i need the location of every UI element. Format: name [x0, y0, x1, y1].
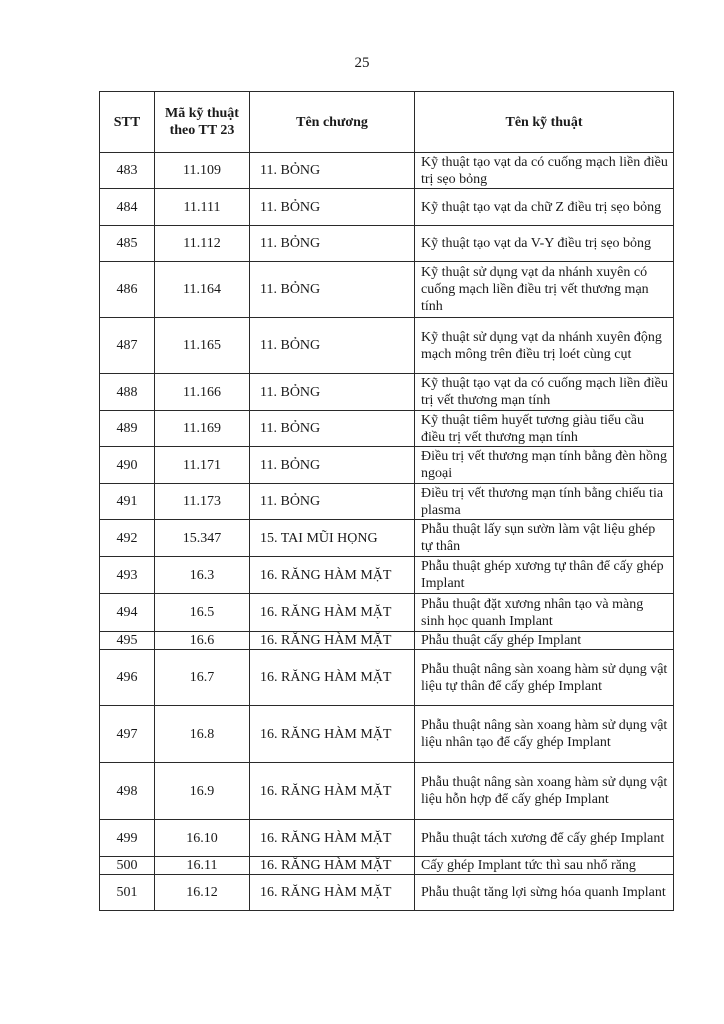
row-chapter-cell: 15. TAI MŨI HỌNG: [250, 520, 415, 557]
row-chapter-cell: 16. RĂNG HÀM MẶT: [250, 763, 415, 820]
table-row: [100, 650, 674, 706]
row-stt-cell: 501: [100, 875, 155, 911]
header-stt: STT: [100, 92, 155, 153]
row-chapter-cell: 11. BỎNG: [250, 374, 415, 411]
row-technique-cell: Phẫu thuật nâng sàn xoang hàm sử dụng vật liệu tự thân để cấy ghép Implant: [415, 650, 674, 706]
row-chapter-cell: 16. RĂNG HÀM MẶT: [250, 594, 415, 632]
row-stt-cell: 488: [100, 374, 155, 411]
row-chapter-cell: 16. RĂNG HÀM MẶT: [250, 706, 415, 763]
header-code: Mã kỹ thuật theo TT 23: [155, 92, 250, 153]
row-chapter-cell: 16. RĂNG HÀM MẶT: [250, 557, 415, 594]
row-technique-cell: Phẫu thuật nâng sàn xoang hàm sử dụng vật liệu hỗn hợp để cấy ghép Implant: [415, 763, 674, 820]
row-stt-cell: 496: [100, 650, 155, 706]
table-row: [100, 820, 674, 857]
row-code-cell: 16.9: [155, 763, 250, 820]
row-stt-cell: 495: [100, 632, 155, 650]
table-row: [100, 262, 674, 318]
row-code-cell: 16.11: [155, 857, 250, 875]
table-row: [100, 153, 674, 189]
row-technique-cell: Kỹ thuật sử dụng vạt da nhánh xuyên có cuống mạch liền điều trị vết thương mạn tính: [415, 262, 674, 318]
table-header: [100, 92, 674, 153]
row-code-cell: 16.10: [155, 820, 250, 857]
row-stt-cell: 500: [100, 857, 155, 875]
table-row: [100, 763, 674, 820]
table-row: [100, 411, 674, 447]
table-row: [100, 189, 674, 226]
row-stt-cell: 498: [100, 763, 155, 820]
table-row: [100, 706, 674, 763]
row-code-cell: 11.165: [155, 318, 250, 374]
row-code-cell: 11.169: [155, 411, 250, 447]
row-technique-cell: Phẫu thuật đặt xương nhân tạo và màng sinh học quanh Implant: [415, 594, 674, 632]
row-stt-cell: 490: [100, 447, 155, 484]
row-chapter-cell: 16. RĂNG HÀM MẶT: [250, 857, 415, 875]
row-technique-cell: Phẫu thuật tăng lợi sừng hóa quanh Implant: [415, 875, 674, 911]
row-chapter-cell: 16. RĂNG HÀM MẶT: [250, 650, 415, 706]
row-technique-cell: Điều trị vết thương mạn tính bằng chiếu tia plasma: [415, 484, 674, 520]
table-row: [100, 447, 674, 484]
row-stt-cell: 499: [100, 820, 155, 857]
row-technique-cell: Cấy ghép Implant tức thì sau nhổ răng: [415, 857, 674, 875]
table-row: [100, 374, 674, 411]
row-code-cell: 11.112: [155, 226, 250, 262]
header-row: [100, 92, 674, 153]
table-row: [100, 520, 674, 557]
row-stt-cell: 492: [100, 520, 155, 557]
row-code-cell: 11.166: [155, 374, 250, 411]
row-stt-cell: 497: [100, 706, 155, 763]
row-chapter-cell: 11. BỎNG: [250, 189, 415, 226]
table-row: [100, 857, 674, 875]
row-code-cell: 16.8: [155, 706, 250, 763]
table-row: [100, 594, 674, 632]
row-stt-cell: 489: [100, 411, 155, 447]
table-row: [100, 557, 674, 594]
header-chapter: Tên chương: [250, 92, 415, 153]
header-technique: Tên kỹ thuật: [415, 92, 674, 153]
row-code-cell: 11.173: [155, 484, 250, 520]
row-stt-cell: 483: [100, 153, 155, 189]
row-chapter-cell: 16. RĂNG HÀM MẶT: [250, 875, 415, 911]
row-technique-cell: Phẫu thuật ghép xương tự thân để cấy ghép Implant: [415, 557, 674, 594]
techniques-table: [99, 91, 674, 911]
row-chapter-cell: 11. BỎNG: [250, 153, 415, 189]
table-row: [100, 632, 674, 650]
row-code-cell: 16.7: [155, 650, 250, 706]
table-row: [100, 484, 674, 520]
row-chapter-cell: 11. BỎNG: [250, 226, 415, 262]
row-stt-cell: 486: [100, 262, 155, 318]
row-technique-cell: Phẫu thuật lấy sụn sườn làm vật liệu ghép tự thân: [415, 520, 674, 557]
row-technique-cell: Kỹ thuật tạo vạt da V-Y điều trị sẹo bỏng: [415, 226, 674, 262]
row-code-cell: 11.109: [155, 153, 250, 189]
row-chapter-cell: 16. RĂNG HÀM MẶT: [250, 820, 415, 857]
row-chapter-cell: 11. BỎNG: [250, 447, 415, 484]
row-code-cell: 16.6: [155, 632, 250, 650]
row-technique-cell: Kỹ thuật tạo vạt da chữ Z điều trị sẹo bỏng: [415, 189, 674, 226]
row-technique-cell: Phẫu thuật cấy ghép Implant: [415, 632, 674, 650]
row-stt-cell: 484: [100, 189, 155, 226]
row-stt-cell: 485: [100, 226, 155, 262]
row-chapter-cell: 11. BỎNG: [250, 262, 415, 318]
page-number: 25: [354, 55, 370, 71]
row-technique-cell: Kỹ thuật tiêm huyết tương giàu tiểu cầu điều trị vết thương mạn tính: [415, 411, 674, 447]
row-stt-cell: 487: [100, 318, 155, 374]
row-technique-cell: Phẫu thuật tách xương để cấy ghép Implant: [415, 820, 674, 857]
table-row: [100, 875, 674, 911]
row-chapter-cell: 11. BỎNG: [250, 411, 415, 447]
row-chapter-cell: 16. RĂNG HÀM MẶT: [250, 632, 415, 650]
row-technique-cell: Kỹ thuật tạo vạt da có cuống mạch liền điều trị vết thương mạn tính: [415, 374, 674, 411]
row-stt-cell: 494: [100, 594, 155, 632]
table-row: [100, 318, 674, 374]
row-code-cell: 16.5: [155, 594, 250, 632]
row-technique-cell: Phẫu thuật nâng sàn xoang hàm sử dụng vật liệu nhân tạo để cấy ghép Implant: [415, 706, 674, 763]
row-code-cell: 11.164: [155, 262, 250, 318]
row-code-cell: 16.3: [155, 557, 250, 594]
row-technique-cell: Điều trị vết thương mạn tính bằng đèn hồng ngoại: [415, 447, 674, 484]
row-code-cell: 16.12: [155, 875, 250, 911]
row-technique-cell: Kỹ thuật tạo vạt da có cuống mạch liền điều trị sẹo bỏng: [415, 153, 674, 189]
row-code-cell: 15.347: [155, 520, 250, 557]
table-body: [100, 153, 674, 911]
row-stt-cell: 491: [100, 484, 155, 520]
row-technique-cell: Kỹ thuật sử dụng vạt da nhánh xuyên động mạch mông trên điều trị loét cùng cụt: [415, 318, 674, 374]
row-code-cell: 11.111: [155, 189, 250, 226]
row-code-cell: 11.171: [155, 447, 250, 484]
row-chapter-cell: 11. BỎNG: [250, 318, 415, 374]
table-row: [100, 226, 674, 262]
row-chapter-cell: 11. BỎNG: [250, 484, 415, 520]
row-stt-cell: 493: [100, 557, 155, 594]
